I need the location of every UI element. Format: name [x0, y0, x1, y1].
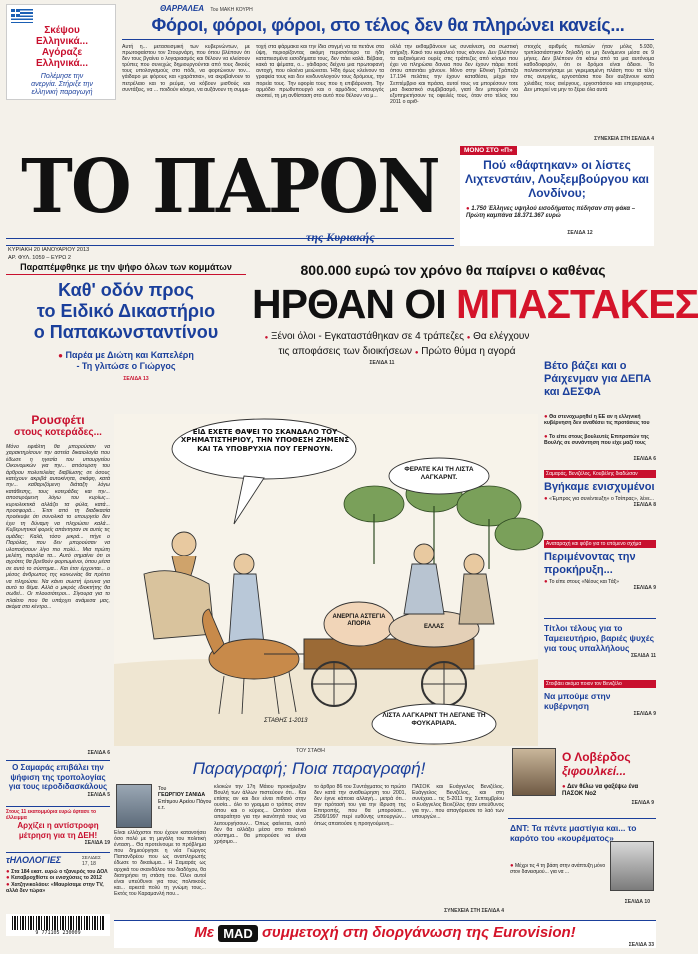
paragrafi-author: ΓΕΩΡΓΙΟΥ ΣΑΝΙΔΑ: [158, 792, 206, 799]
main-headline: [252, 280, 698, 328]
promo-sub3: ελληνική παραγωγή: [31, 89, 93, 96]
cartoon-drawing: [114, 414, 538, 746]
footer-banner: [114, 920, 656, 948]
right-s3-page: ΣΕΛΙΔΑ 11: [631, 653, 656, 659]
veto-box: [544, 360, 656, 464]
main-headline-a: ΗΡΘΑΝ ΟΙ: [252, 281, 446, 327]
loverdos-headline1: Ο Λοβέρδος: [562, 750, 631, 764]
inside-pages: 17, 18: [82, 861, 96, 867]
dnt-photo: [610, 841, 654, 891]
left-col-story: [6, 414, 110, 758]
right-s1-bullet: ● «Έμπρος για συνέντευξη» ο Τσίπρας», λένε...: [544, 496, 654, 502]
left-lead: [6, 262, 246, 402]
masthead: [6, 146, 454, 261]
cartoon: [114, 414, 538, 746]
footer-pre: Με: [194, 924, 215, 941]
footer-page: ΣΕΛΙΔΑ 33: [628, 942, 654, 948]
dei-page: ΣΕΛΙΔΑ 19: [84, 840, 110, 846]
right-s2-headline: Περιμένοντας την προκήρυξη...: [544, 551, 636, 576]
promo-sub2: ανεργία. Στήριξε την: [31, 81, 93, 88]
left-col-body: Μόνο εφιάλτη θα μπορούσαν να χαρακτηρίσουν την αστεία δικαιολογία που έδωσε η ηγεσία του υπουργείου Οικονομικών για την... απόσυρση του άρθρου πολυτελείας διαβίωσης σε όσους κατέχουν ακριβά αυτοκίνητα, σκάφη, κατά την... καθαριζόμενη διάταξη λόγω κατάθεσης, τους κοτεράδες και την... αποσυρόμενη λόγω του κυρίως... κυριολεκτικά αλλάζει τα φύλα, κατά... προσφορά... Έτσι από τη διαδικασία προέκυψε ότι συνολικά το υπουργείο δεν έχει τη δύναμη να πληρώσει καλά... Κυβερνητικοί φορείς απάντησαν σε αυτές τις ομάδες: Καλά, τόσο μικρά... πήγε ο Παρόλας, που δεν μπορούσαν να υλοποιήσουν λίγο πιο πολύ... Μια πρώτη μελέτη, παρόλα τα... Αυτό σημαίνει ότι οι αγρότες θα βρεθούν φορτωμένοι, όπου μέσα σε αυτό το σύστημα... Και έτσι έρχονται... ο μέσος άνθρωπος της κοινωνίας θα πρέπει να πληρώσει. Να κάνει σωστή έρευνα για αυτό το θέμα. Αλλά ο μικρός ιδιοκτήτης θα σωθεί... Οι πλουσιότεροι... Σίγουρα για το πλαίσιο που θα υπάρχει ανάμεσα μας, ακόμα στο κέντρο...: [6, 444, 110, 611]
left-lead-headline2: το Ειδικό Δικαστήριο: [36, 301, 216, 321]
right-s4-headline: Να μπούμε στην κυβέρνηση: [544, 691, 611, 711]
right-s2-bullet: ● Το είπε στους «Νέους και Τάξ»: [544, 579, 619, 585]
cartoon-bubble-1: ΕΙΔ ΕΧΕΤΕ ΘΑΨΕΙ ΤΟ ΣΚΑΝΔΑΛΟ ΤΟΥ ΧΡΗΜΑΤΙΣΤΗΡΙΟΥ, ΤΗΝ ΥΠΟΘΕΣΗ ΖΗΜΕΝΣ ΚΑΙ ΤΑ ΥΠΟΒΡΥΧΙΑ ΠΟΥ ΓΕΡΝΟΥΝ.: [180, 428, 350, 453]
right-story-3: [544, 618, 656, 676]
loverdos-bullet: ● Δεν θέλω να φαξέψω ένα ΠΑΣΟΚ Νο2: [562, 784, 639, 797]
right-s1-kicker: Σαμαράς, Βενιζέλος, Κουβέλης διαδώσαν: [544, 470, 656, 478]
paragrafi-headline: Παραγραφή; Ποια παραγραφή!: [192, 759, 426, 778]
masthead-title: ΤΟ ΠΑΡΟΝ: [21, 144, 439, 230]
promo-box: [6, 4, 116, 100]
right-s2-page: ΣΕΛΙΔΑ 9: [633, 585, 656, 591]
inside-box: [6, 852, 110, 912]
cartoon-sack-1: ΑΝΕΡΓΙΑ ΑΣΤΕΓΙΑ ΑΠΟΡΙΑ: [332, 614, 386, 627]
promo-line3: Αγόραζε: [41, 47, 83, 58]
samaras-headline: Ο Σαμαράς επιβάλει την ψήφιση της τροπολογίας για τους ιεροδιδασκάλους: [8, 763, 108, 791]
paragrafi-col4: ΠΑΣΟΚ και Ευάγγελος Βενιζέλος. Ευάγγελος Βενιζέλος, και στη συνέχεια... τις 5-2011 της Σεπτεμβρίου ο Ευάγγελος Βενιζέλος ήταν υπεύθυνος για την... που απαγόρευσε το λαό των υπουργών...: [412, 784, 504, 821]
inside-item-2: ● Καταβροχθίστε οι ενισχύσεις το 2012: [6, 875, 102, 882]
dei-headline: Αρχίζει η αντίστροφη μέτρηση για τη ΔΕΗ!: [17, 821, 99, 840]
dnt-headline: ΔΝΤ: Τα πέντε μαστίγια και... το καρότο του «κουρέματος»: [510, 823, 637, 843]
footer-post: συμμετοχή στη διοργάνωση της Eurovision!: [261, 924, 576, 941]
cartoon-credit: ΤΟΥ ΣΤΑΘΗ: [296, 748, 325, 754]
top-story-author: Του ΜΑΚΗ ΚΟΥΡΗ: [210, 7, 253, 13]
footer-logo: MAD: [218, 925, 258, 942]
masthead-date: ΚΥΡΙΑΚΗ 20 ΙΑΝΟΥΑΡΙΟΥ 2013: [8, 247, 90, 253]
paragrafi-continued: ΣΥΝΕΧΕΙΑ ΣΤΗ ΣΕΛΙΔΑ 4: [444, 908, 504, 914]
top-story-col2: τοχή στα φάρμακα και την ίδια στιγμή να τα πετάνε στα ύψη, περιορίζοντας ακόμη περισσότερο τα ήδη καταπιεσμένα εισοδήματα τους, δεν πάει καλά. Βέβαια, κακά τα ψέματα, ο... γάιδαρος δείχνει μια πρωτοφανή αντοχή, που ολοένα μειώνεται. Ήδη όμως κλείνουν τα γραφεία τους και δεν κινδυνολογούν τους δρόμους, την πορεία τους. Την εφορία τους που η επιβάρυνση. Την αρμόδιο πρωθυπουργό και ο αρμόδιος υπουργός σκοπεί, τη μη ανθίσταση στο αυτό που θέλουν να μ...: [256, 44, 384, 99]
dnt-bullet: ● Μέχρι τις 4 τη βάση στην ανάπτυξη μόνο στον δανεισμού... για να ...: [510, 863, 606, 875]
right-story-1: [544, 470, 656, 536]
main-page: ΣΕΛΙΔΑ 11: [369, 360, 395, 366]
cartoon-bubble-3: ΛΙΣΤΑ ΛΑΓΚΑΡΝΤ ΤΗ ΛΕΓΑΝΕ ΤΗ ΦΟΥΚΑΡΙΑΡΑ.: [382, 712, 486, 727]
inside-pages-label: ΣΕΛΙΔΕΣ: [82, 855, 101, 860]
main-kicker: 800.000 ευρώ τον χρόνο θα παίρνει ο καθένας: [300, 262, 606, 278]
exclusive-bullet: ● 1.750 Έλληνες υψηλού εισοδήματος πέδησαν στη φάκα – Πρώτη καμπάνα 18.371.367 ευρώ: [466, 206, 636, 219]
inside-item-1: ● Στα 184 εκατ. ευρώ ο τζανερός του ΔΟΛ: [6, 869, 108, 875]
dei-story: [6, 806, 110, 850]
exclusive-box: [460, 146, 654, 246]
samaras-story: [6, 760, 110, 804]
right-story-2: [544, 540, 656, 614]
dei-kicker: Στους 11 εκατομμύρια ευρώ έφτασε το έλλειμμα: [6, 809, 97, 821]
right-s4-page: ΣΕΛΙΔΑ 9: [633, 711, 656, 717]
right-s1-page: ΣΕΛΙΔΑ 8: [633, 502, 656, 508]
top-story-col3: ολλά την εκθαμβάνουν ως συναίνεση, σα σωστική στήριξη. Κακό του κεφαλιού τους κάνουν. Δεν βλέπουν τα αυξανόμενα ουρές στις τράπεζες από κόσμο που έχει να πληρώσει δανεια που δεν έχουν πάρει ποτέ όπου απαντάει χάνουν. Μόνο στην Εθνική Τράπεζα 17.194 πελάτες την έχουν καταθέσει, μέχρι τον Σεπτέμβριο και πράσα, αυτοί τους να μπορέσουν τοτε μια δικαστικό συμβιβασμό, γιατί δεν μπορούν να εξυπηρετήσουν τις οφειλές τους, όταν στο τέλος του 2011 ο αριθ-: [390, 44, 518, 105]
left-col-headline1: Ρουσφέτι: [31, 413, 85, 427]
paragrafi-col2: κλοκών την 17η Μάιου προκήρυξαν Βουλή των άλλων πιστεύουν ότι... Και επίσης αν και δεν είναι πιθανό στην ουσία... όλο το γραμμα ο τρόπος στον όπου και ο κύριος... Ωστόσο είναι απαραίτητο για την ικανότητά τους να λειτουργήσουν... Όπως φαίνεται, αυτό δεν θα αλλάξει μέσα στο πολιτικό σύστημα... θα μπορούσε να είναι χρήσιμο...: [214, 784, 306, 845]
loverdos-story: [508, 740, 656, 814]
top-story: [122, 4, 654, 144]
masthead-subtitle: της Κυριακής: [306, 230, 375, 244]
left-col-page: ΣΕΛΙΔΑ 6: [87, 750, 110, 756]
main-bullets: ● Ξένοι όλοι - Εγκαταστάθηκαν σε 4 τράπεζες ● Θα ελέγχουν τις αποφάσεις των διοικήσεων ● Πρώτο θύμα η αγορά: [264, 331, 530, 357]
paragrafi-story: [114, 758, 504, 918]
paragrafi-col1: Είναι ελλάχιστοι που έχουν κατανοήσει όσο πολύ με τη μεγάλη του πολιτική ένταση... Θα προτείνουμε το πρόβλημα που δημιούργησε η νέα Γιώργος Παπανδρέου που ως αναπληρωτής έδωσε το δικαίωμα... Η Σαμαράς ως αρχικά του σκανδάλου του διαδόχου, θα διατηρήσει τη στάση του. Όλοι αυτοί είναι υπεύθυνοι για τους πολιτικούς και... αρκετά πολύ τη γνώμη τους... Εκτός του Καραμανλή που...: [114, 830, 206, 897]
left-lead-page: ΣΕΛΙΔΑ 13: [123, 376, 149, 382]
exclusive-headline: Πού «θάφτηκαν» οι λίστες Λιχτενστάιν, Λουξεμβούργου και Λονδίνου;: [465, 158, 649, 200]
dnt-story: [508, 818, 656, 910]
right-s3-headline: Τίτλοι τέλους για το Ταμειευτήριο, βαριές ψυχές για τους υπαλλήλους: [544, 623, 655, 653]
main-headline-b: ΜΠΑΣΤΑΚΕΣ: [456, 281, 698, 327]
barcode-digits: 9 771105 230009: [35, 930, 81, 936]
barcode: [6, 914, 110, 936]
top-story-col1: Αυτή η... μετασεισμική των κυβερνώντων, με πρωτοφαίστου τον Στουρνάρη, που όπου βλέπουν ότι δεν τους βγαίνει ο λογαριασμός και θέλουν να κλείσουν τρύπες που συνεχώς δημιουργούνται από τους δικούς τους υπολογισμούς στο πόδι, να φορτώνουν τον... γάιδαρο με φόρους και «χαράτσια», να ακριβαίνουν το πετρέλαιο και το ρεύμα, να κόβουν μισθούς και συντάξεις, να ... ποιδούν κόσμο, να αυξάνουν τη συμμε-: [122, 44, 250, 93]
paragrafi-author-label: Του: [158, 786, 167, 792]
exclusive-page: ΣΕΛΙΔΑ 12: [567, 230, 593, 236]
dnt-page: ΣΕΛΙΔΑ 10: [624, 899, 650, 905]
loverdos-page: ΣΕΛΙΔΑ 9: [631, 800, 654, 806]
right-story-4: [544, 680, 656, 724]
promo-line2: Ελληνικά...: [36, 36, 88, 47]
inside-item-3: ● Χατζηνικολάου: «Μαυρίσαμε στην TV, αλλά δεν τώρα»: [6, 881, 104, 895]
masthead-issue: ΑΡ. ΦΥΛ. 1059 – ΕΥΡΩ 2: [8, 255, 71, 261]
left-lead-kicker: Παραπέμφθηκε με την ψήφο όλων των κομμάτων: [6, 262, 246, 275]
promo-line4: Ελληνικά...: [36, 58, 88, 69]
loverdos-headline2: ξιφουλκεί...: [562, 764, 627, 778]
veto-headline: Βέτο βάζει και ο Ράιχενμαν για ΔΕΠΑ και ΔΕΣΦΑ: [544, 360, 652, 398]
top-story-kicker: ΘΑΡΡΑΛΕΑ: [160, 4, 205, 13]
paragrafi-col3: το άρθρο 86 του Συντάγματος το πρώτο δεν κατά την αναθεώρηση του 2001, δεν έγινε κάποια αλλαγή... μετρά ότι... την πρότασή του για την ίδρυση της Επιτροπής, που θα μπορούσε... 2509/1997 περί ευθύνης υπουργών... όπως απαιτούσε η προηγούμενη...: [314, 784, 406, 827]
left-lead-headline1: Καθ' οδόν προς: [58, 280, 194, 300]
promo-sub1: Πολέμησε την: [40, 73, 84, 80]
veto-page: ΣΕΛΙΔΑ 6: [633, 456, 656, 462]
cartoon-bubble-2: ΦΕΡΑΤΕ ΚΑΙ ΤΗ ΛΙΣΤΑ ΛΑΓΚΑΡΝΤ.: [404, 466, 474, 481]
top-story-continued: ΣΥΝΕΧΕΙΑ ΣΤΗ ΣΕΛΙΔΑ 4: [594, 136, 654, 142]
cartoon-signature: ΣΤΑΘΗΣ 1-2013: [264, 718, 308, 724]
left-col-headline2: στους κοτεράδες...: [14, 427, 102, 438]
left-lead-headline3: ο Παπακωνσταντίνου: [33, 322, 219, 342]
right-s1-headline: Βγήκαμε ενισχυμένοι: [544, 481, 655, 493]
veto-b2: ● Το είπε στους βουλευτές Επιτροπών της Βουλής σε συνάντηση που είχε μαζί τους: [544, 434, 649, 446]
greek-flag-icon: [11, 9, 33, 23]
promo-line1: Σκέψου: [44, 25, 80, 36]
left-lead-bullets: ● Παρέα με Διώτη και Καπελέρη - Τη γλιτώσε ο Γιώργος: [58, 350, 194, 371]
veto-b1: ● Θα στενοχωρηθεί η ΕΕ αν η ελληνική κυβέρνηση δεν αναθέσει τις προτάσεις του: [544, 414, 650, 426]
exclusive-tag: ΜΟΝΟ ΣΤΟ «Π»: [460, 146, 517, 155]
cartoon-sack-2: ΕΛΛΑΣ: [424, 624, 444, 630]
loverdos-photo: [512, 748, 556, 796]
top-story-headline: Φόροι, φόροι, φόροι, στο τέλος δεν θα πληρώνει κανείς...: [151, 15, 625, 35]
samaras-page: ΣΕΛΙΔΑ 5: [87, 791, 110, 798]
right-s4-kicker: Στοιβάει ακόμα ποιον τον Βενιζέλο: [544, 680, 656, 688]
right-s2-kicker: Αναταραχή και φόβο για το επόμενο σχήμα: [544, 540, 656, 548]
paragrafi-author-role: Επίτιμου Αρείου Πάγου ε.τ.: [158, 798, 212, 812]
paragrafi-author-photo: [116, 784, 152, 828]
top-story-col4: στοιχός αριθμός πελατών ήταν μόλις 5.930, τριπλασιάστηκαν δηλαδή οι μη δυνάμενοι μέσα σε 9 μήνες. Δεν βλέπουν ότι κάτω από τα μια αυτόνομα καθοδοφορόν, ότι οι δρόμοι είναι άδειοι. Το πολιτικοποιήσαμε με γκρεμισμένη πλάση που τα τέλη στις ανεργίες, εργοστάσια που δεν αυξάνουν κατά χιλιάδες τους ανέργους, εργοστάσιου και επιχειρησεις. Δεν μπορεί να μην το ξέρει όλα αυτά: [524, 44, 654, 93]
inside-brand: τΗΛΟΛΟΓΙΕΣ: [6, 855, 62, 865]
